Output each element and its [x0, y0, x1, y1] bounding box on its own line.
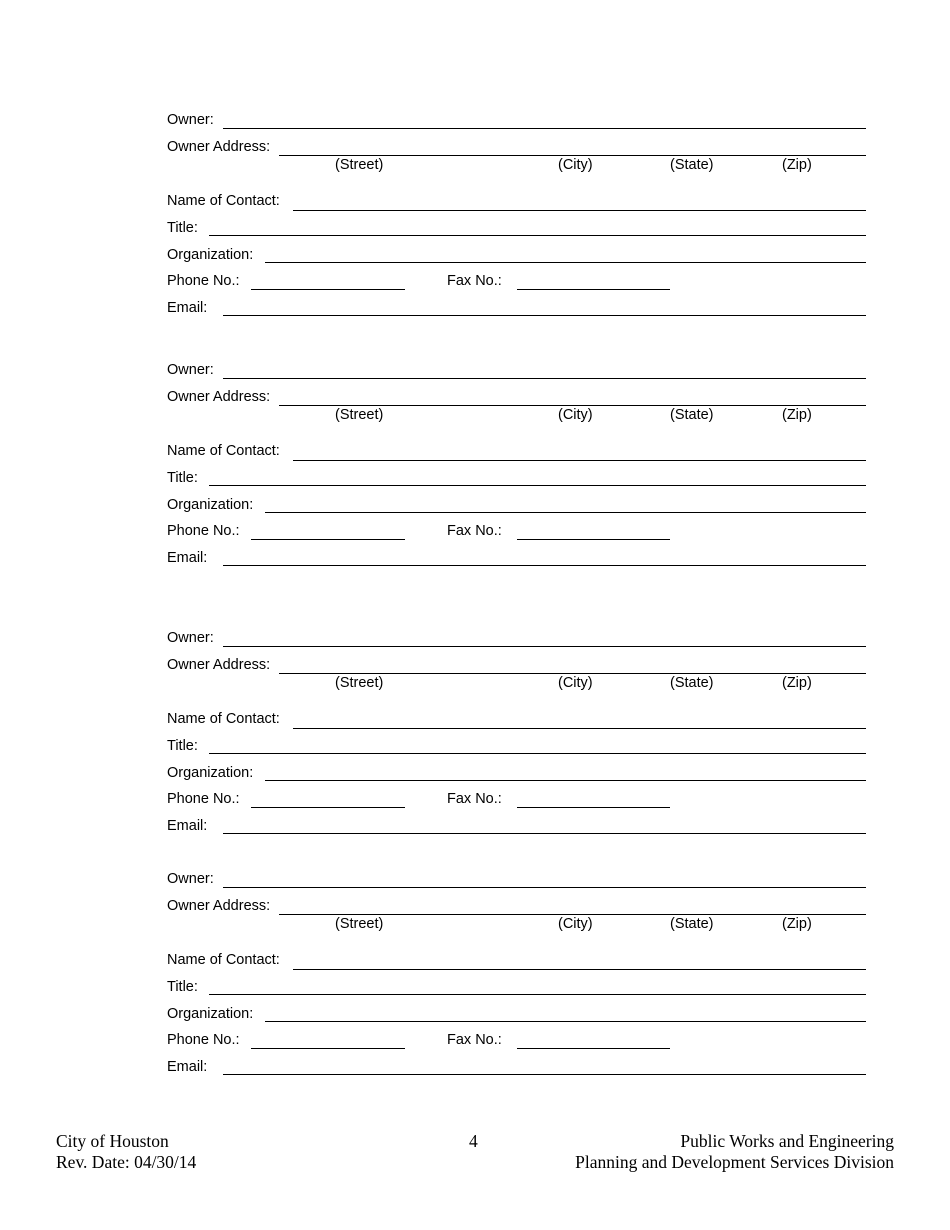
contact-name-label: Name of Contact: — [167, 193, 280, 209]
fax-field[interactable] — [517, 807, 670, 808]
owner-address-label: Owner Address: — [167, 139, 271, 155]
title-label: Title: — [167, 220, 198, 236]
organization-label: Organization: — [167, 1006, 254, 1022]
owner-field[interactable] — [223, 646, 866, 647]
owner-field[interactable] — [223, 887, 866, 888]
state-caption: (State) — [670, 675, 714, 691]
contact-name-field[interactable] — [293, 210, 866, 211]
footer-org: City of Houston — [56, 1131, 169, 1151]
phone-field[interactable] — [251, 807, 405, 808]
city-caption: (City) — [558, 407, 593, 423]
phone-field[interactable] — [251, 289, 405, 290]
organization-label: Organization: — [167, 765, 254, 781]
owner-field[interactable] — [223, 128, 866, 129]
phone-label: Phone No.: — [167, 523, 240, 539]
city-caption: (City) — [558, 675, 593, 691]
street-caption: (Street) — [335, 157, 384, 173]
street-caption: (Street) — [335, 675, 384, 691]
fax-field[interactable] — [517, 539, 670, 540]
email-field[interactable] — [223, 833, 866, 834]
email-field[interactable] — [223, 565, 866, 566]
fax-label: Fax No.: — [447, 273, 502, 289]
owner-address-label: Owner Address: — [167, 657, 271, 673]
owner-block — [0, 362, 950, 592]
phone-field[interactable] — [251, 539, 405, 540]
owner-label: Owner: — [167, 871, 214, 887]
zip-caption: (Zip) — [782, 675, 812, 691]
owner-address-field[interactable] — [279, 914, 866, 915]
contact-name-label: Name of Contact: — [167, 952, 280, 968]
zip-caption: (Zip) — [782, 157, 812, 173]
organization-label: Organization: — [167, 247, 254, 263]
contact-name-label: Name of Contact: — [167, 711, 280, 727]
city-caption: (City) — [558, 157, 593, 173]
footer-department: Public Works and Engineering — [680, 1131, 894, 1151]
title-label: Title: — [167, 979, 198, 995]
city-caption: (City) — [558, 916, 593, 932]
organization-field[interactable] — [265, 262, 866, 263]
contact-name-field[interactable] — [293, 728, 866, 729]
owner-block — [0, 871, 950, 1101]
footer-page-number: 4 — [469, 1131, 478, 1151]
organization-field[interactable] — [265, 1021, 866, 1022]
title-field[interactable] — [209, 485, 866, 486]
phone-label: Phone No.: — [167, 1032, 240, 1048]
zip-caption: (Zip) — [782, 407, 812, 423]
organization-label: Organization: — [167, 497, 254, 513]
footer-division: Planning and Development Services Division — [575, 1152, 894, 1172]
street-caption: (Street) — [335, 407, 384, 423]
owner-address-label: Owner Address: — [167, 898, 271, 914]
zip-caption: (Zip) — [782, 916, 812, 932]
organization-field[interactable] — [265, 512, 866, 513]
contact-name-label: Name of Contact: — [167, 443, 280, 459]
owner-address-field[interactable] — [279, 405, 866, 406]
fax-label: Fax No.: — [447, 1032, 502, 1048]
footer-right — [575, 1131, 894, 1173]
title-field[interactable] — [209, 235, 866, 236]
contact-name-field[interactable] — [293, 460, 866, 461]
phone-field[interactable] — [251, 1048, 405, 1049]
street-caption: (Street) — [335, 916, 384, 932]
title-field[interactable] — [209, 753, 866, 754]
email-label: Email: — [167, 818, 208, 834]
phone-label: Phone No.: — [167, 791, 240, 807]
email-field[interactable] — [223, 1074, 866, 1075]
title-label: Title: — [167, 470, 198, 486]
phone-label: Phone No.: — [167, 273, 240, 289]
organization-field[interactable] — [265, 780, 866, 781]
footer-rev-date: Rev. Date: 04/30/14 — [56, 1152, 197, 1172]
fax-label: Fax No.: — [447, 523, 502, 539]
fax-field[interactable] — [517, 289, 670, 290]
footer-left — [56, 1131, 196, 1173]
email-field[interactable] — [223, 315, 866, 316]
owner-address-field[interactable] — [279, 673, 866, 674]
owner-label: Owner: — [167, 630, 214, 646]
owner-label: Owner: — [167, 362, 214, 378]
owner-label: Owner: — [167, 112, 214, 128]
state-caption: (State) — [670, 916, 714, 932]
owner-address-label: Owner Address: — [167, 389, 271, 405]
contact-name-field[interactable] — [293, 969, 866, 970]
owner-field[interactable] — [223, 378, 866, 379]
title-field[interactable] — [209, 994, 866, 995]
email-label: Email: — [167, 1059, 208, 1075]
email-label: Email: — [167, 550, 208, 566]
owner-block — [0, 630, 950, 860]
state-caption: (State) — [670, 407, 714, 423]
state-caption: (State) — [670, 157, 714, 173]
owner-address-field[interactable] — [279, 155, 866, 156]
email-label: Email: — [167, 300, 208, 316]
title-label: Title: — [167, 738, 198, 754]
owner-block — [0, 112, 950, 342]
fax-field[interactable] — [517, 1048, 670, 1049]
fax-label: Fax No.: — [447, 791, 502, 807]
